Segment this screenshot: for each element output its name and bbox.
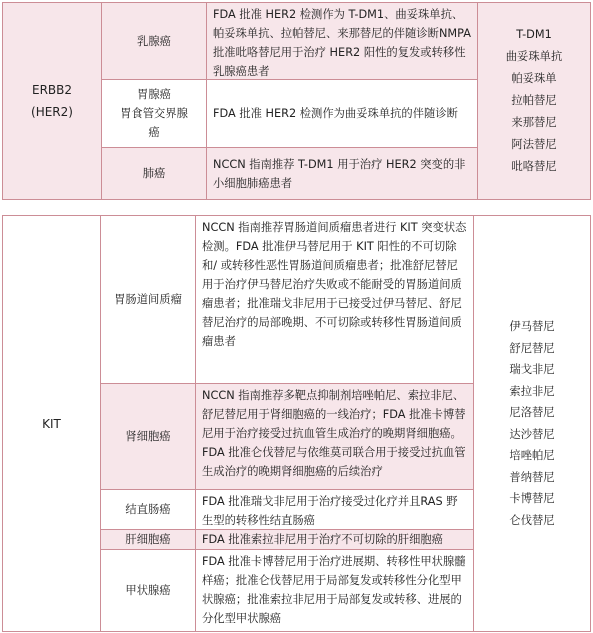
evidence-text: FDA 批准瑞戈非尼用于治疗接受过化疗并且RAS 野生型的转移性结直肠癌 <box>202 495 458 527</box>
evidence-cell-lung <box>206 147 478 200</box>
evidence-cell-colorectal <box>195 489 474 530</box>
evidence-cell-gist <box>195 215 474 384</box>
cancer-cell-gist <box>100 215 196 384</box>
drug-name: 尼洛替尼 <box>509 406 555 419</box>
drug-name: 吡咯替尼 <box>511 160 557 173</box>
cancer-label: 甲状腺癌 <box>125 584 171 597</box>
evidence-cell-breast <box>206 2 478 80</box>
cancer-cell-breast <box>101 2 207 80</box>
drug-name: 拉帕替尼 <box>511 94 557 107</box>
cancer-cell-gastric <box>101 79 207 148</box>
cancer-cell-liver <box>100 529 196 550</box>
cancer-label-line2: 胃食管交界腺 <box>120 107 188 120</box>
drug-name: 阿法替尼 <box>511 138 557 151</box>
evidence-cell-renal <box>195 383 474 490</box>
gene-cell-erbb2 <box>2 2 102 200</box>
cancer-cell-colorectal <box>100 489 196 530</box>
evidence-text: NCCN 指南推荐 T-DM1 用于治疗 HER2 突变的非小细胞肺癌患者 <box>213 157 466 190</box>
drug-name: 来那替尼 <box>511 116 557 129</box>
gene-cell-kit <box>2 215 101 632</box>
cancer-cell-thyroid <box>100 549 196 632</box>
drug-name: 伊马替尼 <box>509 320 555 333</box>
drug-name: T-DM1 <box>516 28 552 41</box>
evidence-cell-gastric <box>206 79 478 148</box>
drug-name: 索拉非尼 <box>509 384 555 398</box>
drug-list-kit <box>473 215 591 632</box>
evidence-text: FDA 批准索拉非尼用于治疗不可切除的肝细胞癌 <box>202 533 443 546</box>
gene-alias: (HER2) <box>31 105 73 119</box>
cancer-label: 乳腺癌 <box>137 34 171 48</box>
evidence-cell-thyroid <box>195 549 474 632</box>
cancer-label-line3: 癌 <box>148 126 160 139</box>
cancer-label: 结直肠癌 <box>125 503 171 516</box>
drug-name: 达沙替尼 <box>509 427 555 441</box>
drug-name: 瑞戈非尼 <box>509 363 555 376</box>
gene-name: KIT <box>42 416 61 431</box>
drug-list-erbb2 <box>477 2 591 200</box>
drug-name: 舒尼替尼 <box>509 341 555 355</box>
cancer-label: 肝细胞癌 <box>125 533 171 546</box>
evidence-text: FDA 批准 HER2 检测作为曲妥珠单抗的伴随诊断 <box>213 107 458 120</box>
drug-name: 培唑帕尼 <box>509 449 555 462</box>
gene-name: ERBB2 <box>31 83 73 97</box>
cancer-cell-renal <box>100 383 196 490</box>
drug-name: 卡博替尼 <box>509 492 555 505</box>
cancer-label: 肺癌 <box>142 167 166 180</box>
evidence-text: NCCN 指南推荐多靶点抑制剂培唑帕尼、索拉非尼、舒尼替尼用于肾细胞癌的一线治疗；FDA 批准卡博替尼用于治疗接受过抗血管生成治疗的晚期肾细胞癌。FDA 批准仑伐替尼与依维莫司联合用于接受过抗血管生成治疗的晚期肾细胞癌的后续治疗 <box>202 389 466 478</box>
drug-name: 曲妥珠单抗 <box>505 50 563 63</box>
cancer-label: 肾细胞癌 <box>125 430 171 443</box>
cancer-label-line1: 胃腺癌 <box>137 88 171 101</box>
evidence-text: FDA 批准 HER2 检测作为 T-DM1、曲妥珠单抗、帕妥珠单抗、拉帕替尼、来那替尼的伴随诊断NMPA 批准吡咯替尼用于治疗 HER2 阳性的复发或转移性乳腺癌患者 <box>213 8 471 78</box>
evidence-cell-liver <box>195 529 474 550</box>
drug-name: 普纳替尼 <box>509 470 555 484</box>
drug-name: 仑伐替尼 <box>509 513 555 527</box>
evidence-text: NCCN 指南推荐胃肠道间质瘤患者进行 KIT 突变状态检测。FDA 批准伊马替尼用于 KIT 阳性的不可切除和/ 或转移性恶性胃肠道间质瘤患者；批准舒尼替尼用于治疗伊马替尼治疗失败或不能耐受的胃肠道间质瘤患者；批准瑞戈非尼用于已接受过伊马替尼、舒尼替尼治疗的局部晚期、不可切除或转移性胃肠道间质瘤患者 <box>202 221 467 348</box>
cancer-label: 胃肠道间质瘤 <box>114 293 182 306</box>
drug-name: 帕妥珠单 <box>511 72 557 85</box>
cancer-cell-lung <box>101 147 207 200</box>
evidence-text: FDA 批准卡博替尼用于治疗进展期、转移性甲状腺髓样癌；批准仑伐替尼用于局部复发或转移性分化型甲状腺癌；批准索拉非尼用于局部复发或转移、进展的分化型甲状腺癌 <box>202 555 466 625</box>
